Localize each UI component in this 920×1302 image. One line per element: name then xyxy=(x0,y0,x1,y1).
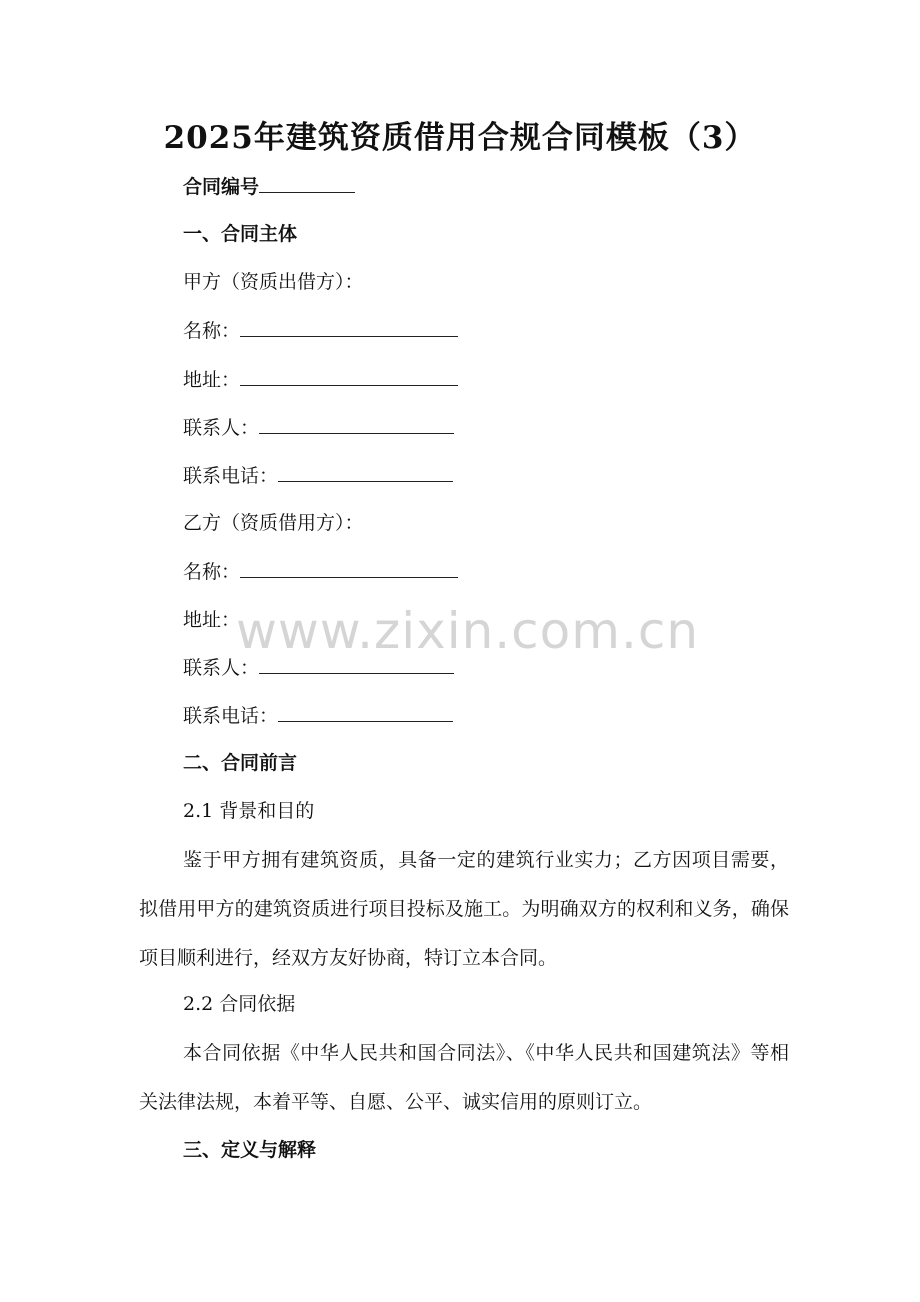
sub-2-2-paragraph: 本合同依据《中华人民共和国合同法》、《中华人民共和国建筑法》等相关法律法规，本着平等、自愿、公平、诚实信用的原则订立。 xyxy=(139,1042,789,1113)
party-b-address-label: 地址： xyxy=(183,609,241,631)
contract-number-line xyxy=(183,172,355,201)
party-a-heading: 甲方（资质出借方）： xyxy=(183,271,364,293)
party-a-name-blank[interactable] xyxy=(240,316,458,337)
party-a-name-line xyxy=(183,316,458,345)
party-a-contact-label: 联系人： xyxy=(183,417,260,439)
party-b-heading: 乙方（资质借用方）： xyxy=(183,512,364,534)
party-a-name-label: 名称： xyxy=(183,320,241,342)
contract-number-blank[interactable] xyxy=(259,172,355,193)
party-b-contact-label: 联系人： xyxy=(183,657,260,679)
section1-heading: 一、合同主体 xyxy=(183,223,298,245)
sub-2-1-paragraph: 鉴于甲方拥有建筑资质，具备一定的建筑行业实力；乙方因项目需要，拟借用甲方的建筑资质进行项目投标及施工。为明确双方的权利和义务，确保项目顺利进行，经双方友好协商，特订立本合同。 xyxy=(139,849,789,969)
party-a-address-blank[interactable] xyxy=(240,365,458,386)
party-b-phone-line xyxy=(183,701,453,730)
party-a-phone-line xyxy=(183,461,453,490)
party-b-phone-blank[interactable] xyxy=(278,701,453,722)
party-b-name-line xyxy=(183,557,458,586)
party-a-phone-blank[interactable] xyxy=(278,461,453,482)
party-a-contact-blank[interactable] xyxy=(259,413,454,434)
sub-2-1-heading: 2.1 背景和目的 xyxy=(183,800,315,822)
party-a-contact-line xyxy=(183,413,454,442)
section2-heading: 二、合同前言 xyxy=(183,752,298,774)
party-a-address-line xyxy=(183,365,458,394)
party-b-name-label: 名称： xyxy=(183,561,241,583)
party-b-phone-label: 联系电话： xyxy=(183,705,279,727)
section3-heading: 三、定义与解释 xyxy=(183,1139,317,1161)
party-a-phone-label: 联系电话： xyxy=(183,465,279,487)
watermark-text: www.zixin.com.cn xyxy=(236,602,700,660)
party-b-name-blank[interactable] xyxy=(240,557,458,578)
contract-number-label: 合同编号 xyxy=(183,176,260,198)
sub-2-2-heading: 2.2 合同依据 xyxy=(183,993,296,1015)
party-a-address-label: 地址： xyxy=(183,369,241,391)
document-title: 2025年建筑资质借用合规合同模板（3） xyxy=(163,120,757,156)
